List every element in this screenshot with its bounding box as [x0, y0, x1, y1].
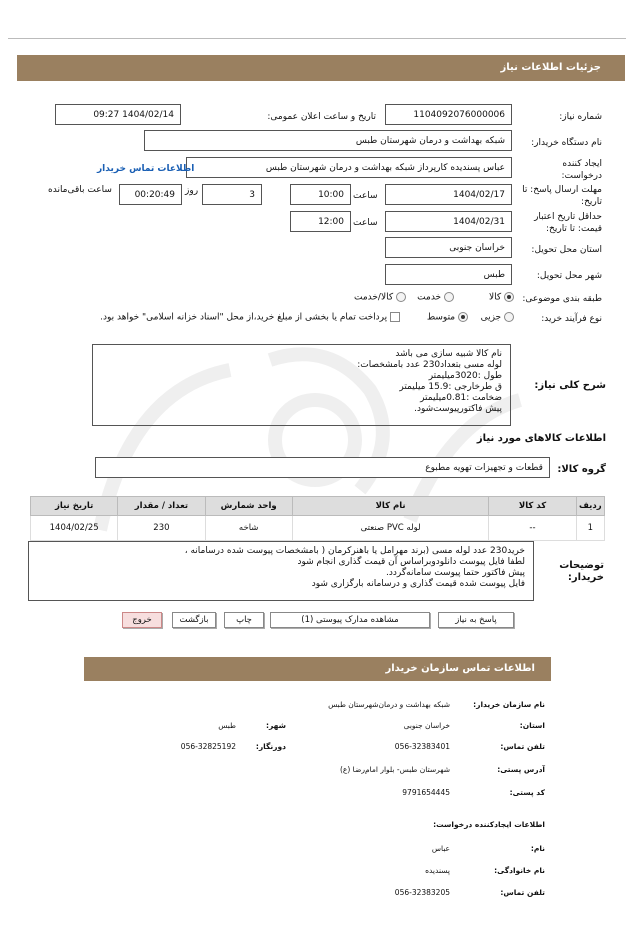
cell-code: -- — [489, 516, 576, 541]
remaining-time-field: 00:20:49 — [119, 184, 182, 205]
category-radio-service[interactable] — [417, 292, 454, 303]
postal-value: 9791654445 — [402, 788, 450, 797]
creator-phone-value: 056-32383205 — [394, 888, 450, 897]
contact-title: اطلاعات تماس سازمان خریدار — [385, 663, 535, 674]
attachments-button[interactable]: مشاهده مدارک پیوستی (1) — [270, 612, 430, 628]
cell-name: لوله PVC صنعتی — [292, 516, 489, 541]
checkbox-icon — [390, 312, 400, 322]
need-number-label: شماره نیاز: — [559, 112, 602, 122]
city-field: طبس — [385, 264, 512, 285]
cell-qty: 230 — [118, 516, 205, 541]
goods-table-header — [31, 497, 605, 516]
process-radio-minor[interactable] — [481, 312, 514, 323]
notes-line: خرید230 عدد لوله مسی (برند مهرامل یا باهنرکرمان ( بامشخصات پیوست شده درسامانه ، — [184, 546, 525, 556]
contact-header — [84, 657, 551, 681]
col-unit-header: واحد شمارش — [205, 497, 292, 516]
col-code-header: کد کالا — [489, 497, 576, 516]
cell-row: 1 — [576, 516, 604, 541]
need-number-field: 1104092076000006 — [385, 104, 512, 125]
contact-fax-value: 056-32825192 — [180, 742, 236, 751]
province-label: استان محل تحویل: — [531, 245, 602, 255]
buyer-notes-box — [28, 541, 534, 601]
reply-date-field: 1404/02/17 — [385, 184, 512, 205]
summary-line: نام کالا شبیه سازی می باشد — [395, 349, 502, 359]
payment-checkbox[interactable] — [100, 312, 400, 323]
validity-time-label: ساعت — [353, 218, 378, 228]
top-divider — [8, 38, 626, 39]
buyer-notes-label-2: خریدار: — [567, 572, 604, 583]
remaining-time-label: ساعت باقی‌مانده — [48, 185, 112, 195]
summary-line: لوله مسی بتعداد230 عدد بامشخصات: — [357, 360, 502, 370]
buyer-org-field: شبکه بهداشت و درمان شهرستان طبس — [144, 130, 512, 151]
creator-name-value: عباس — [431, 844, 450, 853]
validity-label: حداقل تاریخ اعتبار — [534, 212, 602, 222]
validity-label-2: قیمت: تا تاریخ: — [546, 224, 602, 234]
summary-label: شرح کلی نیاز: — [534, 380, 606, 391]
col-row-header: ردیف — [576, 497, 604, 516]
process-option-label: جزیی — [480, 312, 502, 323]
address-label: آدرس پستی: — [497, 765, 545, 774]
table-row — [31, 516, 605, 541]
creator-family-label: نام خانوادگی: — [494, 866, 545, 875]
org-label: نام سازمان خریدار: — [473, 700, 545, 709]
creator-name-label: نام: — [530, 844, 545, 853]
postal-label: کد پستی: — [509, 788, 545, 797]
process-radio-medium[interactable] — [427, 312, 468, 323]
radio-icon — [504, 312, 514, 322]
category-radio-both[interactable] — [354, 292, 406, 303]
summary-line: طول :3020میلیمتر — [428, 371, 502, 381]
contact-province-value: خراسان جنوبی — [403, 721, 450, 730]
cell-date: 1404/02/25 — [31, 516, 118, 541]
process-option-label: متوسط — [426, 312, 456, 323]
process-label: نوع فرآیند خرید: — [541, 314, 602, 324]
announce-label: تاریخ و ساعت اعلان عمومی: — [267, 112, 376, 122]
province-field: خراسان جنوبی — [385, 237, 512, 258]
page-header — [17, 55, 625, 81]
goods-section-title: اطلاعات کالاهای مورد نیاز — [476, 433, 606, 444]
contact-city-label: شهر: — [266, 721, 286, 730]
summary-box — [92, 344, 511, 426]
summary-line: پیش فاکتورپیوست‌شود. — [414, 404, 502, 414]
creator-label-2: درخواست: — [561, 171, 602, 181]
category-radio-goods[interactable] — [489, 292, 514, 303]
days-field: 3 — [202, 184, 262, 205]
category-option-label: خدمت — [417, 292, 442, 303]
summary-line: ق طرخارجی :15.9 میلیمتر — [399, 382, 502, 392]
creator-phone-label: تلفن تماس: — [500, 888, 545, 897]
city-label: شهر محل تحویل: — [536, 271, 602, 281]
reply-button[interactable]: پاسخ به نیاز — [438, 612, 514, 628]
summary-line: ضخامت :0.81میلیمتر — [420, 393, 502, 403]
reply-time-field: 10:00 — [290, 184, 351, 205]
buyer-org-label: نام دستگاه خریدار: — [531, 138, 602, 148]
contact-phone-label: تلفن تماس: — [500, 742, 545, 751]
address-value: شهرستان طبس- بلوار امام‌رضا (ع) — [339, 765, 450, 774]
col-qty-header: تعداد / مقدار — [118, 497, 205, 516]
reply-deadline-label: مهلت ارسال پاسخ: تا — [522, 185, 602, 195]
org-value: شبکه بهداشت و درمان‌شهرستان طبس — [328, 700, 450, 709]
exit-button[interactable]: خروج — [122, 612, 162, 628]
category-option-label: کالا — [488, 292, 502, 303]
col-name-header: نام کالا — [292, 497, 489, 516]
creator-label: ایجاد کننده — [562, 159, 602, 169]
contact-fax-label: دورنگار: — [255, 742, 286, 751]
days-label: روز — [185, 186, 199, 196]
radio-icon — [444, 292, 454, 302]
buyer-contact-link[interactable]: اطلاعات تماس خریدار — [97, 164, 195, 174]
contact-city-value: طبس — [218, 721, 236, 730]
category-label: طبقه بندی موضوعی: — [522, 294, 602, 304]
reply-deadline-label-2: تاریخ: — [581, 197, 602, 207]
notes-line: فایل پیوست شده قیمت گذاری و درسامانه بارگزاری شود — [311, 579, 525, 589]
contact-phone-value: 056-32383401 — [394, 742, 450, 751]
announce-field: 1404/02/14 09:27 — [55, 104, 181, 125]
creator-family-value: پسندیده — [425, 866, 450, 875]
payment-note: پرداخت تمام یا بخشی از مبلغ خرید،از محل "اسناد خزانه اسلامی" خواهد بود. — [100, 312, 388, 323]
validity-time-field: 12:00 — [290, 211, 351, 232]
validity-date-field: 1404/02/31 — [385, 211, 512, 232]
radio-selected-icon — [504, 292, 514, 302]
page-title: جزئیات اطلاعات نیاز — [500, 62, 601, 73]
reply-time-label: ساعت — [353, 191, 378, 201]
notes-line: پیش فاکتور حتما پیوست سامانه‌گردد. — [386, 568, 525, 578]
buyer-notes-label: توضیحات — [559, 560, 604, 571]
col-date-header: تاریخ نیاز — [31, 497, 118, 516]
contact-province-label: استان: — [519, 721, 545, 730]
print-button[interactable]: چاپ — [224, 612, 264, 628]
back-button[interactable]: بازگشت — [172, 612, 216, 628]
radio-selected-icon — [458, 312, 468, 322]
goods-group-label: گروه کالا: — [557, 464, 606, 475]
radio-icon — [396, 292, 406, 302]
goods-group-field: قطعات و تجهیزات تهویه مطبوع — [95, 457, 550, 478]
creator-field: عباس پسندیده کارپرداز شبکه بهداشت و درمان شهرستان طبس — [186, 157, 512, 178]
goods-table — [30, 496, 605, 541]
notes-line: لطفا فایل پیوست دانلودوبراساس آن قیمت گذاری انجام شود — [297, 557, 525, 567]
creator-info-title: اطلاعات ایجادکننده درخواست: — [433, 820, 545, 829]
category-option-label: کالا/خدمت — [353, 292, 394, 303]
cell-unit: شاخه — [205, 516, 292, 541]
